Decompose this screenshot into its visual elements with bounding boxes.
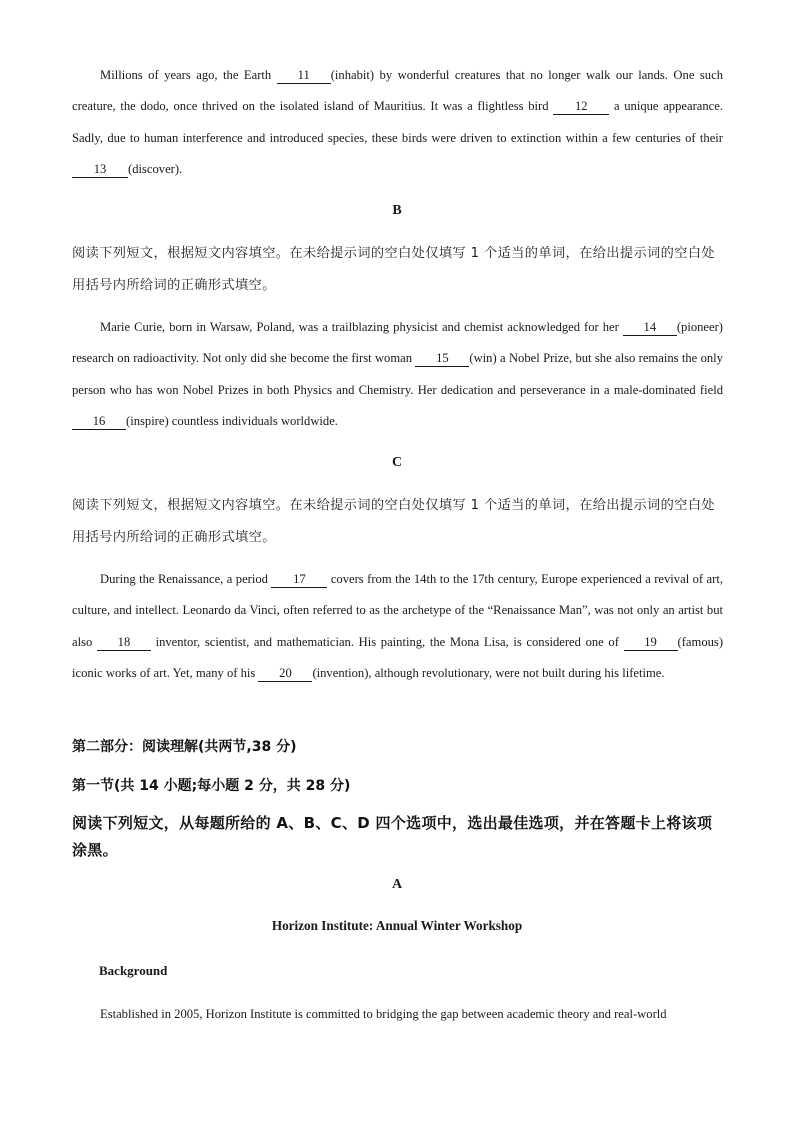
blank-17[interactable]: 17: [271, 572, 327, 588]
section-b-instruction: 阅读下列短文，根据短文内容填空。在未给提示词的空白处仅填写 1 个适当的单词，在给出提示词的空白处用括号内所给词的正确形式填空。: [72, 246, 715, 293]
blank-12[interactable]: 12: [553, 99, 609, 115]
workshop-title: Horizon Institute: Annual Winter Workshop: [271, 918, 523, 933]
reading-a-letter: A: [391, 877, 403, 892]
blank-11[interactable]: 11: [277, 68, 331, 84]
text-span: a unique appearance. Sadly, due to human interference and introduced species, these birds were driven to extinction within a few centuries of their: [72, 99, 723, 145]
section-c-letter: C: [391, 455, 403, 470]
blank-14[interactable]: 14: [623, 320, 677, 336]
text-span: (win) a Nobel Prize, but she also remains the only person who has won Nobel Prizes in both Physics and Chemistry. Her dedication and perseverance in a male-dominated field: [72, 351, 723, 397]
section-b-letter: B: [392, 203, 402, 218]
text-span: Marie Curie, born in Warsaw, Poland, was a trailblazing physicist and chemist acknowledged for her: [100, 320, 623, 334]
text-span: inventor, scientist, and mathematician. His painting, the Mona Lisa, is considered one of: [150, 634, 624, 649]
text-span: (pioneer) research on radioactivity. Not only did she become the first woman: [72, 320, 723, 366]
text-span: (inhabit) by wonderful creatures that no longer walk our lands. One such creature, the dodo, once thrived on the isolated island of Mauritius. It was a flightless bird: [72, 68, 723, 114]
section-c-passage: [72, 564, 723, 689]
text-span: (famous) iconic works of art. Yet, many of his: [72, 634, 724, 680]
section-b-passage: [72, 312, 723, 437]
blank-20[interactable]: 20: [258, 666, 312, 682]
section-one-heading: 第一节(共 14 小题;每小题 2 分，共 28 分): [72, 778, 351, 794]
text-span: (discover).: [128, 161, 183, 176]
reading-a-text: Established in 2005, Horizon Institute is committed to bridging the gap between academic theory and real-world: [100, 1007, 667, 1021]
blank-16[interactable]: 16: [72, 414, 126, 430]
text-span: Millions of years ago, the Earth: [100, 68, 277, 82]
reading-instruction: 阅读下列短文，从每题所给的 A、B、C、D 四个选项中，选出最佳选项，并在答题卡上将该项涂黑。: [72, 814, 713, 859]
text-span: During the Renaissance, a period: [100, 572, 272, 586]
section-c-instruction: 阅读下列短文，根据短文内容填空。在未给提示词的空白处仅填写 1 个适当的单词，在给出提示词的空白处用括号内所给词的正确形式填空。: [72, 498, 715, 545]
text-span: (invention), although revolutionary, were not built during his lifetime.: [312, 665, 665, 680]
passage-a-paragraph: [72, 60, 723, 185]
blank-19[interactable]: 19: [624, 635, 678, 651]
part-two-heading: 第二部分：阅读理解(共两节,38 分): [72, 739, 297, 755]
blank-13[interactable]: 13: [72, 162, 128, 178]
blank-18[interactable]: 18: [97, 635, 151, 651]
blank-15[interactable]: 15: [415, 351, 469, 367]
background-label: Background: [99, 963, 168, 978]
text-span: covers from the 14th to the 17th century, Europe experienced a revival of art, culture, and intellect. Leonardo da Vinci, often referred to as the archetype of the “Renaissance Man”, was not only an artist but also: [72, 572, 723, 649]
text-span: (inspire) countless individuals worldwide.: [126, 413, 338, 428]
